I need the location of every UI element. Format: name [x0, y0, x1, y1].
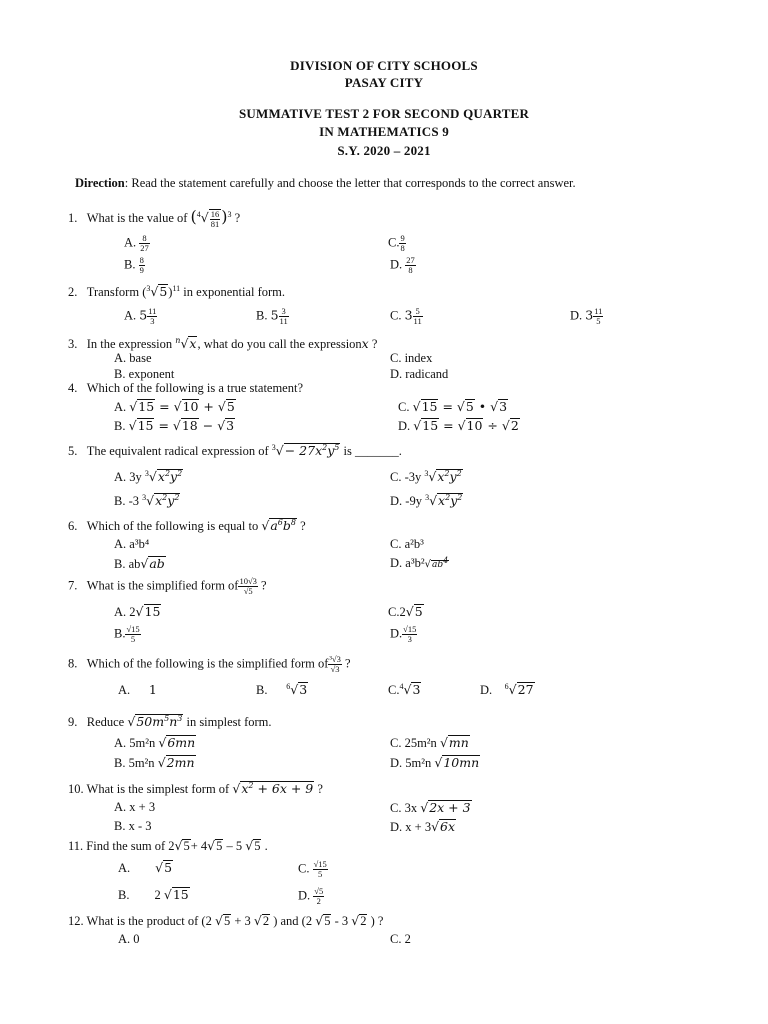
q-number: 10. — [68, 782, 84, 796]
question-2: 2. Transform $(^3√5)^{11}$ in exponential form. — [68, 283, 286, 299]
q-number: 6. — [68, 519, 78, 533]
opt-letter: D. — [480, 683, 493, 697]
direction — [75, 176, 576, 191]
opt-letter: A. — [114, 400, 127, 414]
q4-option-b[interactable]: B. √15 = √18 − √3 — [114, 418, 235, 433]
question-10: 10. What is the simplest form of $√x^2 + 6x + 9$ ? — [68, 780, 323, 796]
opt-letter: B. -3 — [114, 494, 139, 508]
q2-option-b[interactable] — [256, 307, 289, 326]
q9-option-c[interactable]: C. 25m²n √mn — [390, 735, 469, 750]
frac-num: 5 — [413, 307, 423, 317]
opt-letter: D. 5m²n — [390, 756, 432, 770]
q3-option-a[interactable]: A. base — [114, 351, 152, 365]
base: 3 — [404, 307, 413, 323]
q3-option-d[interactable]: D. radicand — [390, 367, 449, 381]
q5-option-b[interactable]: B. -3 $^3√x^2y^2$ — [114, 492, 180, 508]
opt-letter: D. — [298, 888, 311, 903]
question-6: 6. Which of the following is equal to $√a^6b^8$ ? — [68, 517, 306, 533]
q8-option-b[interactable]: B. $^6$√3 — [256, 681, 308, 697]
q12-option-a[interactable]: A. 0 — [118, 932, 140, 946]
root-index: 4 — [196, 209, 201, 219]
opt-letter: A. 5m²n — [114, 736, 156, 750]
frac-num: 8 — [139, 255, 144, 265]
opt-letter: B. — [114, 626, 126, 641]
radicand: 5 — [159, 284, 168, 299]
q6-option-a[interactable]: A. a³b⁴ — [114, 537, 150, 551]
opt-letter: B. — [124, 257, 136, 272]
q-text: Find the sum of 2 — [86, 839, 175, 853]
q-suffix: ? — [300, 519, 306, 533]
opt-letter: C. -3y — [390, 470, 422, 484]
opt-letter: C. — [388, 683, 400, 697]
q-text: Reduce — [86, 715, 125, 729]
q-number: 9. — [68, 715, 78, 729]
q3-option-c[interactable]: C. index — [390, 351, 433, 365]
q5-option-a[interactable]: A. 3y $^3√x^2y^2$ — [114, 468, 183, 484]
q10-option-d[interactable]: D. x + 3√6x — [390, 819, 456, 834]
q11-option-b[interactable]: B. 2 √15 — [118, 887, 189, 902]
opt-letter: A. — [124, 235, 137, 250]
q2-option-c[interactable] — [390, 307, 423, 326]
question-7: 7. What is the simplified form of $\frac{10√3}{√5}$ ? — [68, 576, 267, 596]
opt-letter: A. — [118, 861, 131, 875]
q5-option-c[interactable]: C. -3y $^3√x^2y^2$ — [390, 468, 462, 484]
direction-label: Direction — [75, 176, 125, 190]
base: 5 — [270, 307, 279, 323]
q-text: Transform — [86, 285, 140, 299]
header-city: PASAY CITY — [344, 75, 424, 90]
header-subject: IN MATHEMATICS 9 — [319, 124, 449, 139]
q6-option-b[interactable]: B. ab√ab — [114, 556, 165, 571]
opt-letter: C. 25m²n — [390, 736, 437, 750]
exponent: 3 — [227, 209, 232, 219]
direction-text: : Read the statement carefully and choose the letter that corresponds to the correct answer. — [124, 176, 576, 190]
q-suffix: ? — [344, 656, 351, 671]
frac-den: 9 — [139, 264, 144, 275]
opt-letter: C. — [298, 861, 310, 876]
q7-option-c[interactable]: C.2√5 — [388, 604, 423, 619]
q-suffix: in simplest form. — [186, 715, 272, 729]
q-text: Which of the following is a true statement? — [86, 381, 304, 395]
question-8: 8. Which of the following is the simplified form of $\frac{\text{³√3}}{√3}$ ? — [68, 654, 351, 674]
q-text: What is the simplified form of — [86, 578, 239, 593]
opt-letter: C.2 — [388, 605, 406, 619]
opt-letter: C. 3x — [390, 801, 418, 815]
question-1: 1. What is the value of ($^4$√ $\frac{16}{81}$ )$^3$ ? — [68, 207, 241, 229]
q-number: 1. — [68, 211, 78, 225]
frac-num: 16 — [210, 208, 220, 219]
q11-option-a[interactable]: A. √5 — [118, 860, 173, 875]
opt-letter: B. 5m²n — [114, 756, 155, 770]
q-number: 8. — [68, 656, 78, 671]
opt-letter: B. ab — [114, 557, 141, 571]
frac-num: 8 — [139, 234, 150, 244]
frac-num: 9 — [400, 233, 405, 243]
q5-option-d[interactable]: D. -9y $^3√x^2y^2$ — [390, 492, 463, 508]
q-number: 5. — [68, 444, 78, 458]
frac-den: 5 — [596, 315, 601, 326]
q1-option-b[interactable] — [124, 256, 145, 275]
q-number: 11. — [68, 839, 84, 853]
frac-num: 11 — [148, 306, 157, 316]
q10-option-b[interactable]: B. x - 3 — [114, 819, 152, 833]
frac-num: 27 — [406, 255, 415, 265]
q9-option-d[interactable]: D. 5m²n √10mn — [390, 755, 480, 770]
question-4 — [68, 381, 303, 396]
q-text: The equivalent radical expression of — [86, 444, 269, 458]
frac-den: 8 — [408, 264, 413, 275]
q4-option-d[interactable]: D. √15 = √10 ÷ √2 — [398, 418, 519, 433]
opt-letter: A. 3y — [114, 470, 142, 484]
base: 5 — [139, 307, 148, 323]
q-suffix-2: ? — [371, 337, 378, 351]
q8-option-d[interactable]: D. $^6$√27 — [480, 681, 534, 697]
question-5: 5. The equivalent radical expression of $^3√- 27x^2y^5$ is _______. — [68, 442, 402, 458]
frac-num: 3 — [279, 307, 289, 317]
question-3: 3. In the expression $^n$√x, what do you call the expressionx ? — [68, 335, 378, 351]
q1-option-c[interactable] — [388, 234, 406, 253]
opt-letter: D. -9y — [390, 494, 422, 508]
q-suffix: ) ? — [370, 914, 384, 928]
q9-option-a[interactable]: A. 5m²n √6mn — [114, 735, 196, 750]
q-number: 2. — [68, 285, 78, 299]
question-11: 11. Find the sum of 2√5+ 4√5 – 5 √5 . — [68, 838, 268, 853]
q12-option-c[interactable]: C. 2 — [390, 932, 411, 946]
base: 3 — [585, 307, 594, 323]
q-text: What is the product of (2 — [86, 914, 212, 928]
q-suffix: ? — [234, 211, 241, 225]
opt-letter: D. x + 3 — [390, 820, 432, 834]
opt-letter: B. — [256, 308, 268, 323]
opt-letter: D. — [398, 419, 411, 433]
opt-letter: B. — [114, 419, 126, 433]
q-number: 12. — [68, 914, 84, 928]
question-12: 12. What is the product of (2 √5 + 3 √2 ) and (2 √5 - 3 √2 ) ? — [68, 913, 384, 928]
q-text: Which of the following is equal to — [86, 519, 259, 533]
q6-option-d[interactable]: D. $a^3b^2√ab^4$ — [390, 556, 449, 570]
opt-letter: D. a³b² — [390, 556, 425, 570]
frac-den: 27 — [140, 242, 149, 253]
q8-option-c[interactable]: C.$^4$√3 — [388, 681, 421, 697]
q-text: What is the value of — [86, 211, 188, 225]
q-suffix: in exponential form. — [183, 285, 286, 299]
opt-letter: A. 2 — [114, 605, 136, 619]
q-suffix: ? — [261, 578, 267, 593]
opt-letter: B. — [256, 683, 268, 697]
opt-letter: D. — [390, 626, 403, 641]
q-suffix: ? — [317, 782, 323, 796]
q2-option-d[interactable] — [570, 307, 603, 326]
q-number: 3. — [68, 337, 78, 351]
q8-option-a[interactable]: A. 1 — [118, 682, 157, 697]
q-number: 7. — [68, 578, 78, 593]
q4-option-c[interactable]: C. √15 = √5 • √3 — [398, 399, 508, 414]
header-test-title: SUMMATIVE TEST 2 FOR SECOND QUARTER — [238, 106, 530, 121]
frac-num: 11 — [594, 306, 603, 316]
opt-letter: C. — [388, 235, 400, 250]
frac-den: 11 — [279, 315, 288, 326]
frac-den: 3 — [150, 315, 155, 326]
q1-option-a[interactable] — [124, 234, 150, 253]
opt-letter: D. — [570, 308, 583, 323]
q-text: What is the simplest form of — [86, 782, 230, 796]
opt-letter: D. — [390, 257, 403, 272]
q7-option-d[interactable]: D. $\frac{√15}{3}$ — [390, 624, 417, 644]
opt-letter: A. — [118, 683, 131, 697]
opt-letter: B. — [118, 888, 130, 902]
q-number: 4. — [68, 381, 78, 395]
q6-option-c[interactable]: C. a²b³ — [390, 537, 424, 551]
frac-den: 11 — [413, 315, 422, 326]
q11-option-d[interactable]: D. $\frac{√5}{2}$ — [298, 886, 324, 906]
q4-option-a[interactable]: A. √15 = √10 + √5 — [114, 399, 235, 414]
opt-letter: C. — [390, 308, 402, 323]
root-index: 3 — [146, 283, 151, 293]
q-text: Which of the following is the simplified form of — [86, 656, 329, 671]
q9-option-b[interactable]: B. 5m²n √2mn — [114, 755, 195, 770]
frac-den: 81 — [210, 218, 220, 229]
header-school-year: S.Y. 2020 – 2021 — [337, 143, 431, 158]
q7-option-b[interactable]: B. $\frac{√15}{5}$ — [114, 624, 140, 644]
q10-option-a[interactable]: A. x + 3 — [114, 800, 156, 814]
frac-den: 8 — [400, 242, 405, 253]
q-suffix: . — [264, 839, 268, 853]
question-9: 9. Reduce $√50m^5n^3$ in simplest form. — [68, 713, 272, 729]
q-suffix: , what do you call the expression — [197, 337, 362, 351]
opt-letter: C. — [398, 400, 410, 414]
q7-option-a[interactable]: A. 2√15 — [114, 604, 161, 619]
q10-option-c[interactable]: C. 3x √2x + 3 — [390, 800, 471, 815]
header-division: DIVISION OF CITY SCHOOLS — [290, 58, 478, 73]
q-text: In the expression — [86, 337, 173, 351]
q11-option-c[interactable]: C. $\frac{√15}{5}$ — [298, 859, 327, 879]
opt-letter: A. — [124, 308, 137, 323]
q1-option-d[interactable] — [390, 256, 416, 275]
q-suffix: is _______. — [343, 444, 402, 458]
exponent: 11 — [172, 283, 181, 293]
q3-option-b[interactable]: B. exponent — [114, 367, 175, 381]
q2-option-a[interactable] — [124, 307, 157, 326]
